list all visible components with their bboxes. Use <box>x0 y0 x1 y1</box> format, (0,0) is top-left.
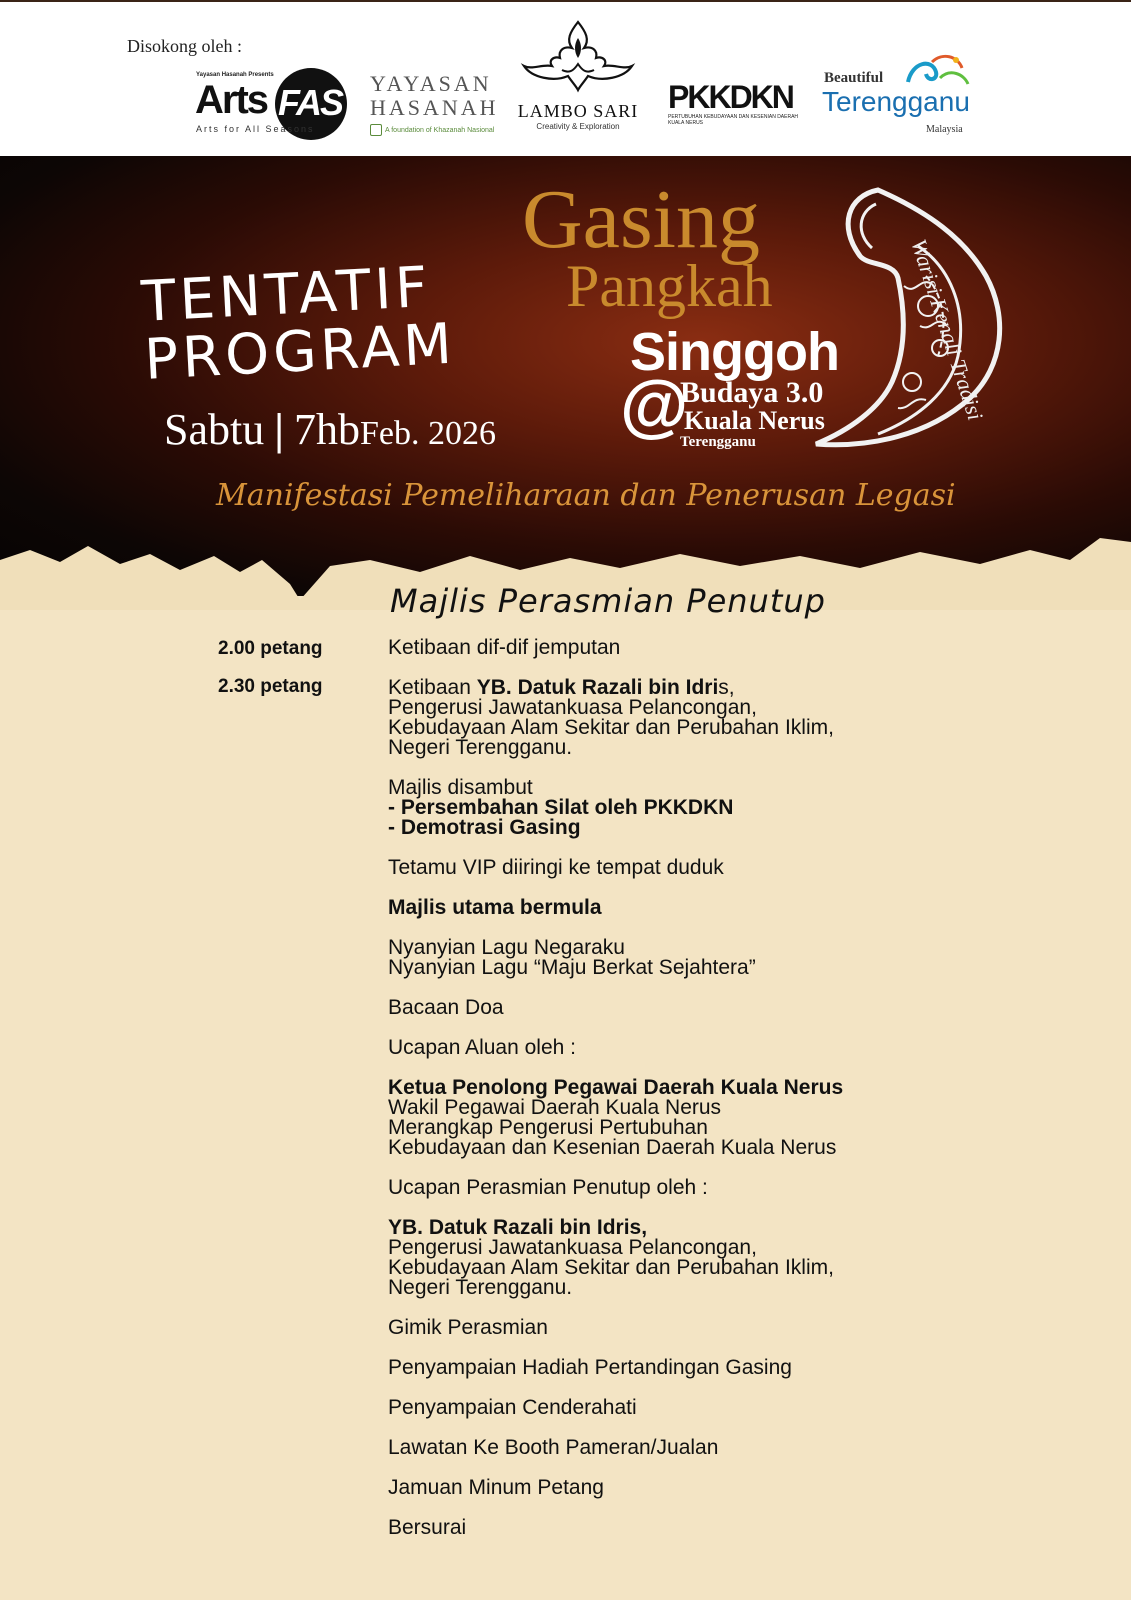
malaysia-word: Malaysia <box>926 124 963 135</box>
schedule-item-17-text: Bersurai <box>388 1516 467 1539</box>
schedule-item-9 <box>388 1078 1088 1158</box>
terengganu-word: Terengganu <box>822 86 970 117</box>
programme-schedule <box>0 560 1131 1600</box>
schedule-item-9-line4: Kebudayaan dan Kesenian Daerah Kuala Nerus <box>388 1136 837 1159</box>
schedule-item-15-text: Lawatan Ke Booth Pameran/Jualan <box>388 1436 719 1459</box>
schedule-item-6-line2: Nyanyian Lagu “Maju Berkat Sejahtera” <box>388 956 756 979</box>
pangkah-title: Pangkah <box>566 253 773 319</box>
artsfas-presents: Yayasan Hasanah Presents <box>196 72 274 78</box>
budaya-title: Budaya 3.0 <box>680 376 824 409</box>
event-day: Sabtu <box>164 405 265 454</box>
banner-tagline: Manifestasi Pemeliharaan dan Penerusan Legasi <box>216 478 956 513</box>
schedule-item-16 <box>388 1478 1088 1498</box>
schedule-item-12-text: Gimik Perasmian <box>388 1316 548 1339</box>
singgoh-title: Singgoh <box>630 322 839 382</box>
schedule-item-2-line3: Kebudayaan Alam Sekitar dan Perubahan Iklim, <box>388 716 834 739</box>
schedule-item-7-text: Bacaan Doa <box>388 996 504 1019</box>
schedule-item-4 <box>388 858 1088 878</box>
beautiful-terengganu-logo <box>820 50 980 140</box>
supported-by-label: Disokong oleh : <box>127 36 242 56</box>
schedule-item-11-line2: Pengerusi Jawatankuasa Pelancongan, <box>388 1236 757 1259</box>
yayasan-line1: YAYASAN <box>370 71 492 96</box>
schedule-item-11-line1: YB. Datuk Razali bin Idris, <box>388 1216 648 1239</box>
schedule-item-1-text: Ketibaan dif-dif jemputan <box>388 636 621 659</box>
program-word: PROGRAM <box>142 311 458 393</box>
at-symbol: @ <box>620 366 689 444</box>
schedule-item-2 <box>388 678 1088 758</box>
schedule-item-8-text: Ucapan Aluan oleh : <box>388 1036 576 1059</box>
yayasan-mark-icon <box>370 124 382 136</box>
schedule-item-9-line3: Merangkap Pengerusi Pertubuhan <box>388 1116 708 1139</box>
schedule-item-3-line1: Majlis disambut <box>388 776 533 799</box>
schedule-item-11 <box>388 1218 1088 1298</box>
kuala-nerus-title: Kuala Nerus <box>684 406 825 435</box>
schedule-item-5 <box>388 898 1088 918</box>
schedule-item-7 <box>388 998 1088 1018</box>
beautiful-word: Beautiful <box>824 70 884 86</box>
terengganu-subtitle: Terengganu <box>680 434 756 450</box>
yayasan-foot: A foundation of Khazanah Nasional <box>370 124 500 136</box>
schedule-item-14 <box>388 1398 1088 1418</box>
lambo-name: LAMBO SARI <box>517 101 639 121</box>
schedule-item-2-line1 <box>388 678 1088 698</box>
motto-text: Warisi Kenali Tradisi <box>906 236 989 424</box>
schedule-item-9-line1: Ketua Penolong Pegawai Daerah Kuala Nerus <box>388 1076 844 1099</box>
artsfas-logo <box>192 64 352 142</box>
sponsor-strip <box>0 0 1131 156</box>
schedule-item-3-line3: - Demotrasi Gasing <box>388 816 581 839</box>
event-date-day: 7hb <box>293 405 360 454</box>
tentatif-word: TENTATIF <box>139 254 434 335</box>
schedule-item-10-text: Ucapan Perasmian Penutup oleh : <box>388 1176 708 1199</box>
schedule-item-10 <box>388 1178 1088 1198</box>
event-month-year: Feb. 2026 <box>359 415 496 452</box>
schedule-item-2-suffix: s, <box>718 676 735 699</box>
schedule-item-16-text: Jamuan Minum Petang <box>388 1476 604 1499</box>
schedule-item-14-text: Penyampaian Cenderahati <box>388 1396 637 1419</box>
artsfas-arts: Arts <box>195 78 268 122</box>
schedule-item-2-prefix: Ketibaan <box>388 676 477 699</box>
lambo-sari-logo <box>510 20 646 140</box>
lambo-sub: Creativity & Exploration <box>536 122 620 131</box>
schedule-item-17 <box>388 1518 1088 1538</box>
event-date <box>164 404 496 455</box>
schedule-item-11-line4: Negeri Terengganu. <box>388 1276 573 1299</box>
yayasan-hasanah-logo <box>370 72 500 136</box>
schedule-item-15 <box>388 1438 1088 1458</box>
schedule-item-2-line4: Negeri Terengganu. <box>388 736 573 759</box>
schedule-item-9-line2: Wakil Pegawai Daerah Kuala Nerus <box>388 1096 722 1119</box>
time-slot-1: 2.00 petang <box>218 638 323 659</box>
pkkdkn-logo <box>668 80 808 140</box>
tentatif-program-title <box>139 254 458 393</box>
date-separator: | <box>274 405 284 454</box>
programme-heading: Majlis Perasmian Penutup <box>390 582 826 620</box>
schedule-item-6 <box>388 938 1088 978</box>
schedule-item-11-line3: Kebudayaan Alam Sekitar dan Perubahan Iklim, <box>388 1256 834 1279</box>
schedule-item-8 <box>388 1038 1088 1058</box>
gasing-title: Gasing <box>522 173 760 266</box>
schedule-item-3-line2: - Persembahan Silat oleh PKKDKN <box>388 796 734 819</box>
time-slot-2: 2.30 petang <box>218 676 323 697</box>
schedule-item-13-text: Penyampaian Hadiah Pertandingan Gasing <box>388 1356 792 1379</box>
schedule-item-4-text: Tetamu VIP diiringi ke tempat duduk <box>388 856 724 879</box>
schedule-item-2-line2: Pengerusi Jawatankuasa Pelancongan, <box>388 696 757 719</box>
artsfas-fas: FAS <box>278 82 343 123</box>
schedule-item-3 <box>388 778 1088 838</box>
schedule-item-12 <box>388 1318 1088 1338</box>
schedule-item-5-text: Majlis utama bermula <box>388 896 602 919</box>
pkkdkn-sub: PERTUBUHAN KEBUDAYAAN DAN KESENIAN DAERAH KUALA NERUS <box>668 114 799 126</box>
schedule-item-6-line1: Nyanyian Lagu Negaraku <box>388 936 625 959</box>
artsfas-tagline: Arts for All Seasons <box>196 124 315 134</box>
schedule-item-13 <box>388 1358 1088 1378</box>
lambo-ornament-icon <box>518 20 638 96</box>
yayasan-line2: HASANAH <box>370 95 499 120</box>
schedule-item-1 <box>388 638 1088 658</box>
pkkdkn-name: PKKDKN <box>668 79 793 115</box>
schedule-item-2-guest: YB. Datuk Razali bin Idri <box>476 676 719 699</box>
